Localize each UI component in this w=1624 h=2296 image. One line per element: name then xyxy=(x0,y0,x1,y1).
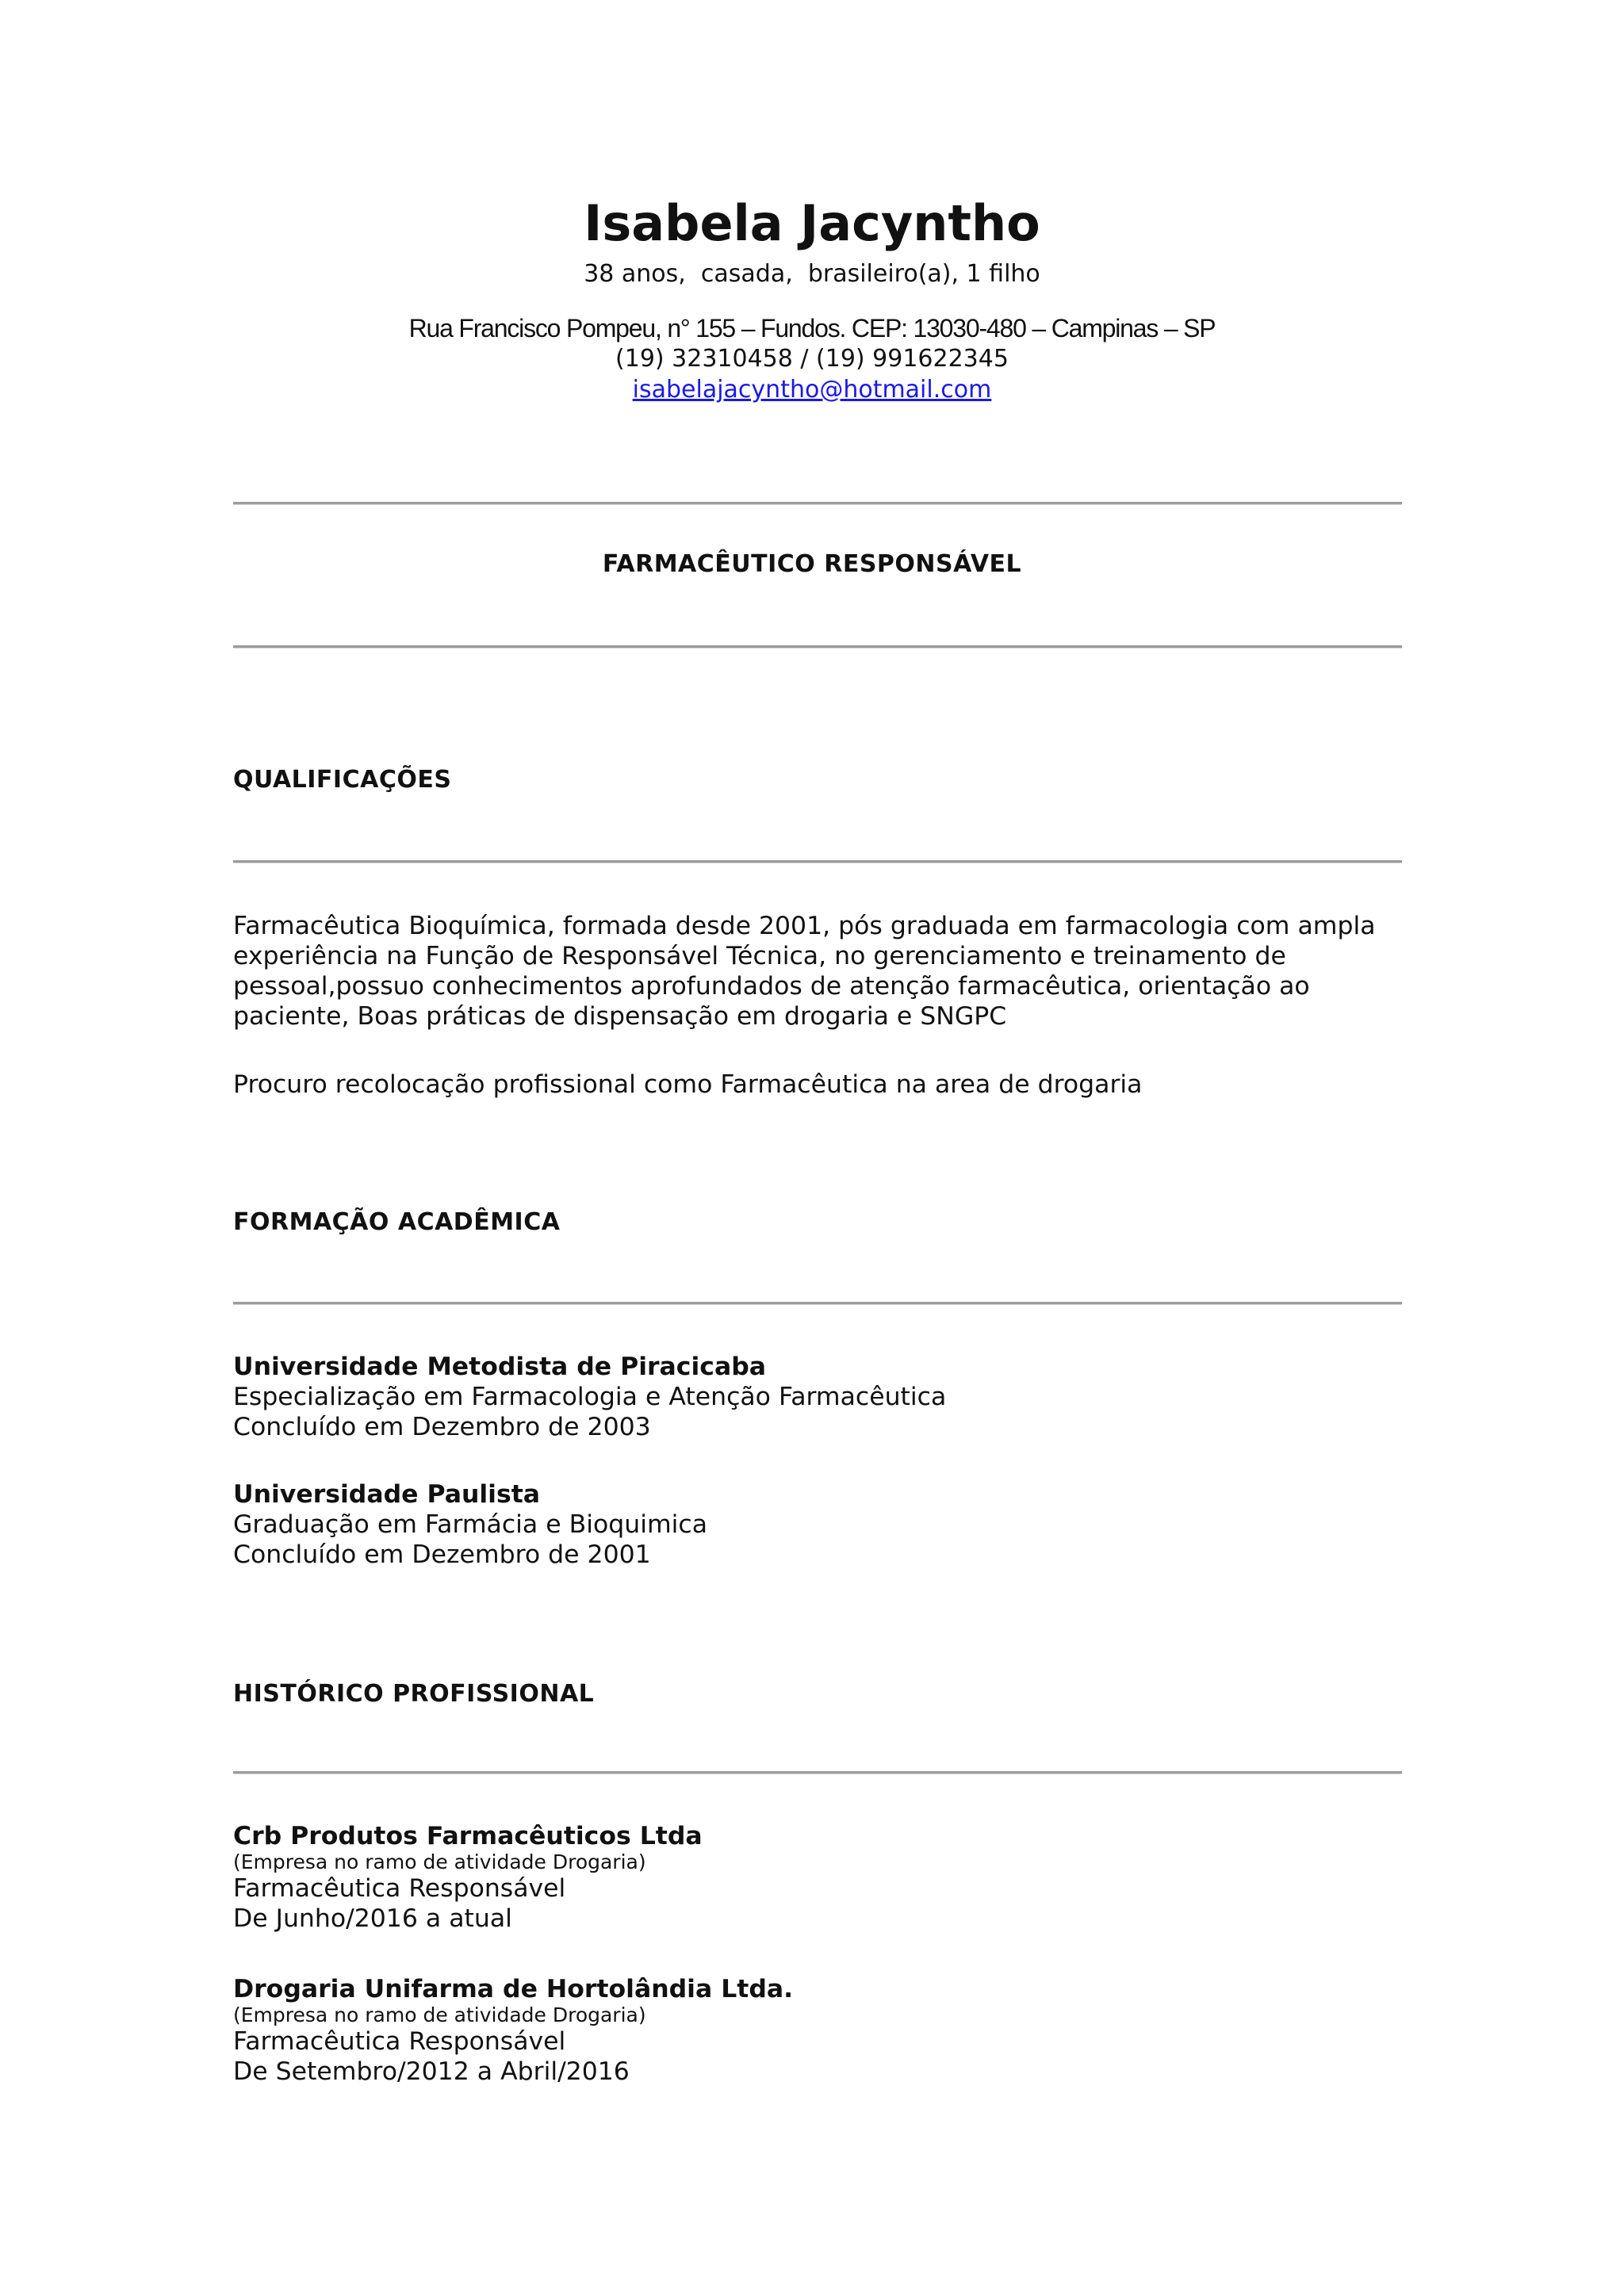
completion-date: Concluído em Dezembro de 2003 xyxy=(233,1413,651,1441)
company-name: Drogaria Unifarma de Hortolândia Ltda. xyxy=(233,1975,794,2003)
objective-title: FARMACÊUTICO RESPONSÁVEL xyxy=(602,550,1022,578)
divider xyxy=(233,502,1402,504)
education-title: FORMAÇÃO ACADÊMICA xyxy=(233,1208,561,1236)
job-role: Farmacêutica Responsável xyxy=(233,2027,566,2056)
institution-name: Universidade Paulista xyxy=(233,1480,541,1509)
resume-header xyxy=(0,189,1624,406)
education-item xyxy=(233,1352,1407,1442)
email-link[interactable]: isabelajacyntho@hotmail.com xyxy=(632,376,992,404)
course-name: Graduação em Farmácia e Bioquimica xyxy=(233,1510,708,1539)
completion-date: Concluído em Dezembro de 2001 xyxy=(233,1540,651,1569)
experience-title: HISTÓRICO PROFISSIONAL xyxy=(233,1680,595,1708)
divider xyxy=(233,860,1402,863)
personal-info: 38 anos, casada, brasileiro(a), 1 filho xyxy=(584,260,1040,288)
course-name: Especialização em Farmacologia e Atenção Farmacêutica xyxy=(233,1383,947,1411)
experience-item xyxy=(233,1821,1407,1934)
company-note: (Empresa no ramo de atividade Drogaria) xyxy=(233,2003,646,2026)
email-line xyxy=(0,374,1624,406)
address-line: Rua Francisco Pompeu, n° 155 – Fundos. CEP: 13030-480 – Campinas – SP xyxy=(408,314,1216,342)
qualifications-summary: Farmacêutica Bioquímica, formada desde 2001, pós graduada em farmacologia com ampla experiência na Função de Responsável Técnica, no gerenciamento e treinamento de pessoal,possuo conhecimentos aprofundados de atenção farmacêutica, orientação ao paciente, Boas práticas de dispensação em drogaria e SNGPC xyxy=(233,912,1376,1031)
job-period: De Junho/2016 a atual xyxy=(233,1904,512,1933)
divider xyxy=(233,1302,1402,1304)
qualifications-title: QUALIFICAÇÕES xyxy=(233,766,452,794)
phone-numbers: (19) 32310458 / (19) 991622345 xyxy=(615,345,1009,373)
company-name: Crb Produtos Farmacêuticos Ltda xyxy=(233,1822,703,1850)
divider xyxy=(233,1771,1402,1774)
institution-name: Universidade Metodista de Piracicaba xyxy=(233,1353,767,1381)
job-role: Farmacêutica Responsável xyxy=(233,1874,566,1903)
divider xyxy=(233,645,1402,648)
candidate-name: Isabela Jacyntho xyxy=(584,194,1040,252)
job-period: De Setembro/2012 a Abril/2016 xyxy=(233,2057,630,2086)
career-objective: Procuro recolocação profissional como Farmacêutica na area de drogaria xyxy=(233,1070,1143,1099)
education-item xyxy=(233,1479,1407,1570)
company-note: (Empresa no ramo de atividade Drogaria) xyxy=(233,1850,646,1873)
experience-item xyxy=(233,1974,1407,2087)
